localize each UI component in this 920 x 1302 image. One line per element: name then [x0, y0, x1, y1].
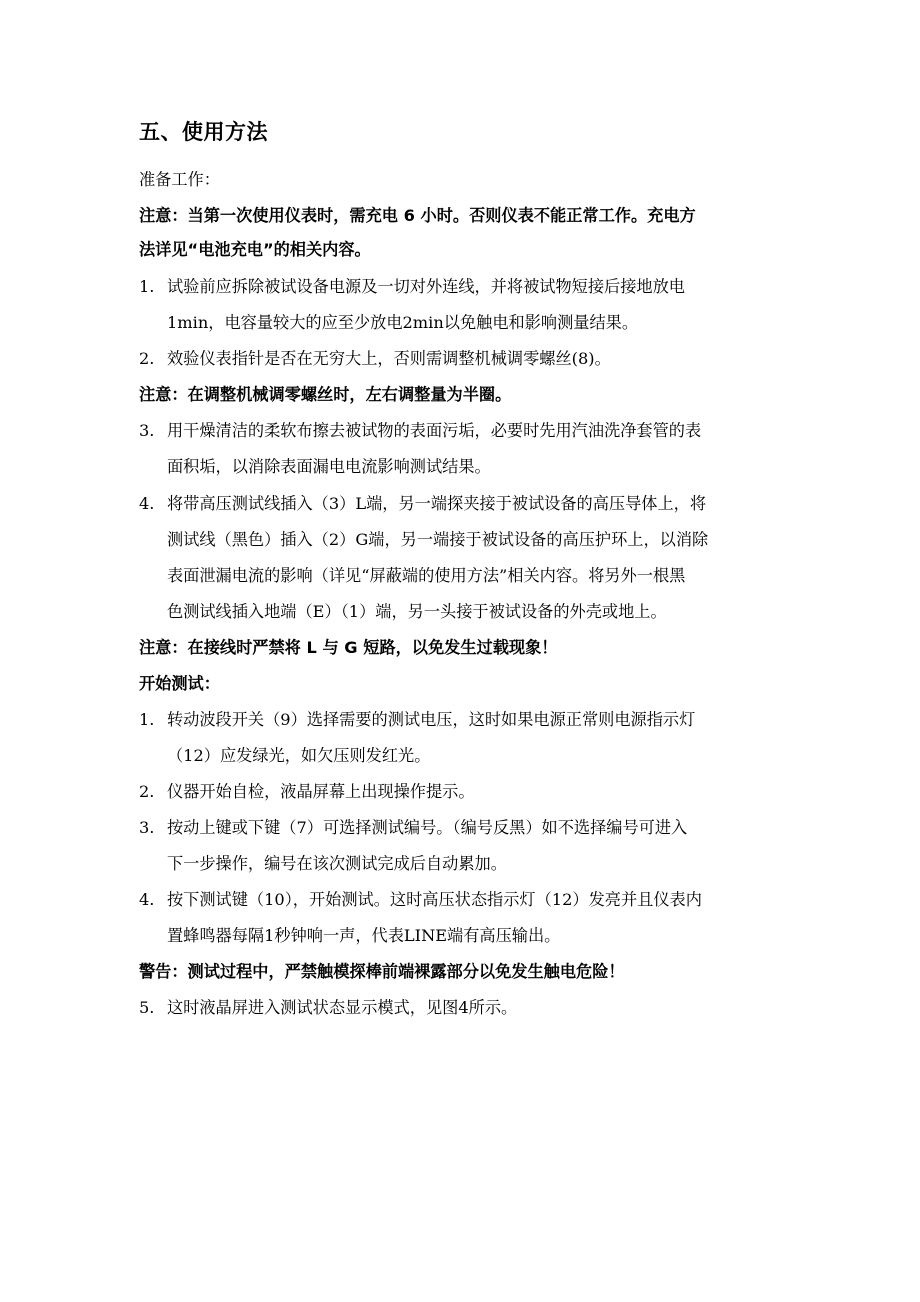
prep-item-3-number: 3.: [139, 421, 155, 440]
prep-item-4-line-1: 将带高压测试线插入（3）L端，另一端探夹接于被试设备的高压导体上，将: [167, 494, 707, 513]
prep-note-3: 注意：在接线时严禁将 L 与 G 短路，以免发生过载现象！: [139, 638, 558, 657]
test-item-2-line-1: 仪器开始自检，液晶屏幕上出现操作提示。: [167, 782, 475, 801]
prep-note-1-line-1: 注意：当第一次使用仪表时，需充电 6 小时。否则仪表不能正常工作。充电方: [139, 206, 696, 225]
prep-item-4-line-3: 表面泄漏电流的影响（详见“屏蔽端的使用方法”相关内容。将另外一根黑: [167, 566, 686, 585]
test-item-3-line-2: 下一步操作，编号在该次测试完成后自动累加。: [167, 854, 507, 873]
prep-item-1-line-1: 试验前应拆除被试设备电源及一切对外连线，并将被试物短接后接地放电: [167, 277, 685, 296]
section-heading: 五、使用方法: [139, 120, 268, 144]
prep-item-4-number: 4.: [139, 494, 155, 513]
test-item-1-number: 1.: [139, 710, 155, 729]
test-item-3-number: 3.: [139, 818, 155, 837]
test-item-4-line-2: 置蜂鸣器每隔1秒钟响一声，代表LINE端有高压输出。: [167, 926, 561, 945]
prep-item-1-line-2: 1min，电容量较大的应至少放电2min以免触电和影响测量结果。: [167, 313, 639, 332]
prep-item-2-line-1: 效验仪表指针是否在无穷大上，否则需调整机械调零螺丝(8)。: [167, 349, 611, 368]
test-warning: 警告：测试过程中，严禁触模探棒前端裸露部分以免发生触电危险！: [139, 962, 625, 981]
prep-item-3-line-2: 面积垢，以消除表面漏电电流影响测试结果。: [167, 457, 491, 476]
prep-item-1-number: 1.: [139, 277, 155, 296]
prep-item-3-line-1: 用干燥清洁的柔软布擦去被试物的表面污垢，必要时先用汽油洗净套管的表: [167, 421, 702, 440]
test-item-1-line-1: 转动波段开关（9）选择需要的测试电压，这时如果电源正常则电源指示灯: [167, 710, 696, 729]
test-item-5-number: 5.: [139, 998, 155, 1017]
prep-title: 准备工作：: [139, 170, 220, 189]
test-item-4-line-1: 按下测试键（10），开始测试。这时高压状态指示灯（12）发亮并且仪表内: [167, 890, 702, 909]
prep-note-2: 注意：在调整机械调零螺丝时，左右调整量为半圈。: [139, 385, 512, 404]
prep-item-4-line-2: 测试线（黑色）插入（2）G端，另一端接于被试设备的高压护环上，以消除: [167, 530, 709, 549]
prep-note-1-line-2: 法详见“电池充电”的相关内容。: [139, 240, 371, 259]
test-item-2-number: 2.: [139, 782, 155, 801]
prep-item-2-number: 2.: [139, 349, 155, 368]
test-item-1-line-2: （12）应发绿光，如欠压则发红光。: [167, 746, 431, 765]
test-title: 开始测试：: [139, 674, 220, 693]
test-item-4-number: 4.: [139, 890, 155, 909]
test-item-5-line-1: 这时液晶屏进入测试状态显示模式，见图4所示。: [167, 998, 518, 1017]
prep-item-4-line-4: 色测试线插入地端（E）（1）端，另一头接于被试设备的外壳或地上。: [167, 602, 667, 621]
test-item-3-line-1: 按动上键或下键（7）可选择测试编号。（编号反黑）如不选择编号可进入: [167, 818, 688, 837]
